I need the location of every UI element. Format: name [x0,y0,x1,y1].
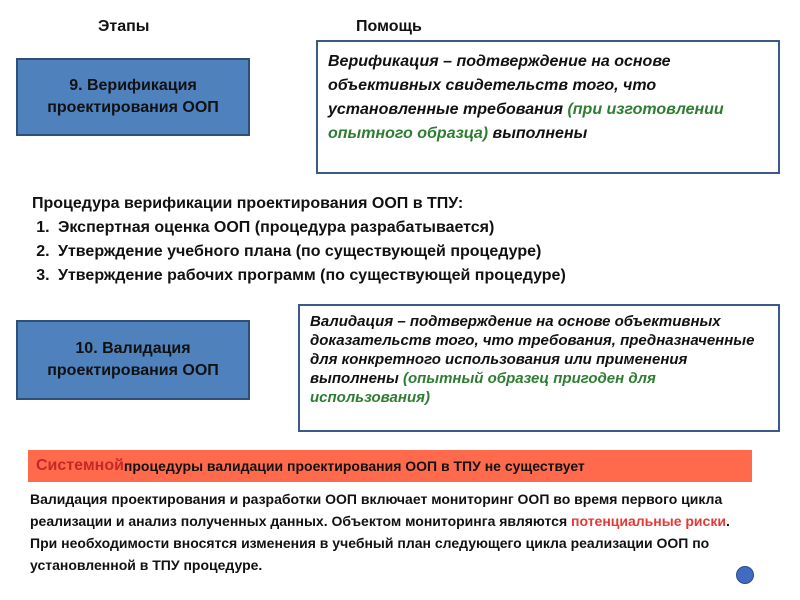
validation-warning-banner [28,450,752,482]
validation-description [30,488,730,576]
verification-help-box [316,40,780,174]
nav-dot-icon[interactable] [736,566,754,584]
procedure-item: 1. Экспертная оценка ООП (процедура разрабатывается) [54,216,780,240]
verification-definition-end: выполнены [488,125,588,142]
banner-highlight: Системной [36,457,124,474]
validation-help-box [298,304,780,432]
stages-header: Этапы [98,18,150,35]
help-header: Помощь [356,18,422,35]
potential-risks: потенциальные риски [571,513,726,529]
verification-procedure [20,192,780,288]
validation-paragraph-2: При необходимости вносятся изменения в учебный план следующего цикла реализации ООП по установленной в ТПУ процедуре. [30,535,710,573]
validation-note: (опытный образец пригоден для использования) [310,370,656,406]
stage-9-label: 9. Верификация проектирования ООП [47,77,219,116]
verification-note: (при изготовлении опытного образца) [328,101,724,142]
procedure-title: Процедура верификации проектирования ООП в ТПУ: [32,195,464,212]
procedure-item: 3. Утверждение рабочих программ (по существующей процедуре) [54,264,780,288]
stage-10-box [16,320,250,400]
paragraph-text: Валидация проектирования и разработки ООП включает мониторинг ООП во время первого цикла реализации и анализ полученных данных. Объектом мониторинга являются [30,491,723,529]
stage-10-label: 10. Валидация проектирования ООП [47,340,219,379]
validation-definition: Валидация – подтверждение на основе объективных доказательств того, что требования, предназначенные для конкретного использования или применения выполнены [310,313,755,387]
procedure-item: 2. Утверждение учебного плана (по существующей процедуре) [54,240,780,264]
banner-text: процедуры валидации проектирования ООП в ТПУ не существует [123,458,585,474]
procedure-list [20,216,780,288]
validation-paragraph-1 [30,488,730,532]
verification-definition: Верификация – подтверждение на основе объективных свидетельств того, что установленные требования [328,53,671,118]
stage-9-box [16,58,250,136]
paragraph-end: . [725,513,730,529]
